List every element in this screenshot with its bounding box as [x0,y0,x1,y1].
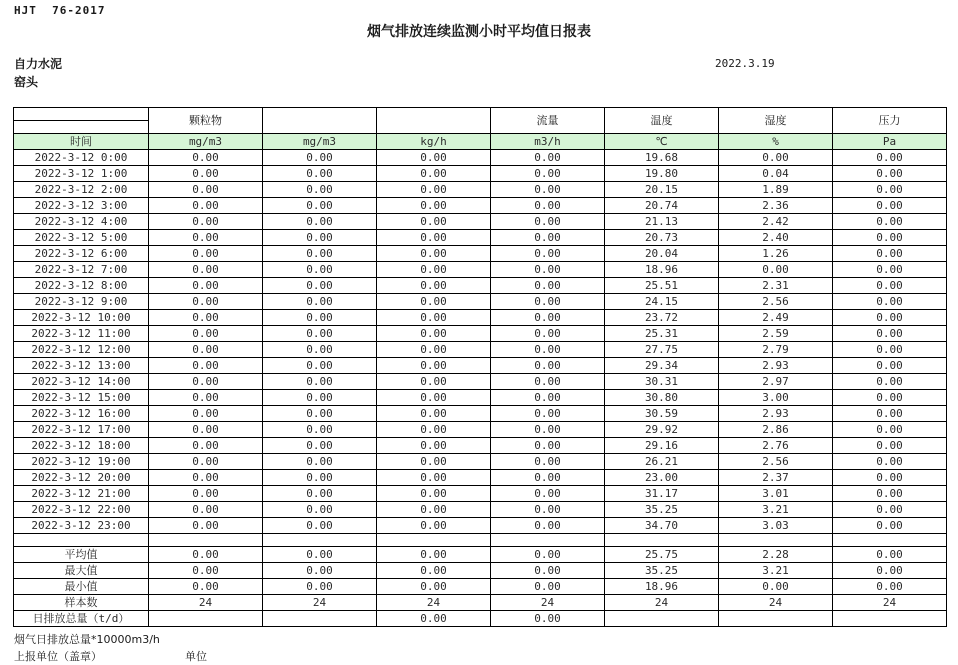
table-cell: 0.00 [149,342,263,358]
table-cell: 0.00 [149,278,263,294]
table-cell: 24 [833,595,947,611]
table-cell: 0.00 [833,438,947,454]
data-row [14,438,947,454]
table-cell: 0.00 [149,166,263,182]
unit-celsius: ℃ [605,134,719,150]
table-cell: 2.86 [719,422,833,438]
table-cell: 0.00 [149,374,263,390]
table-cell: 0.00 [491,150,605,166]
table-cell: 0.00 [149,326,263,342]
table-cell: 0.00 [149,390,263,406]
table-cell: 0.00 [149,547,263,563]
table-cell: 0.00 [377,246,491,262]
report-table [13,107,947,627]
table-cell: 0.00 [491,390,605,406]
data-row [14,342,947,358]
table-cell: 30.80 [605,390,719,406]
col-header-blank-1 [263,108,377,134]
table-cell: 0.00 [491,579,605,595]
table-cell: 0.00 [491,358,605,374]
data-row-label: 2022-3-12 10:00 [14,310,149,326]
table-cell: 29.16 [605,438,719,454]
data-row [14,310,947,326]
table-cell [149,611,263,627]
table-cell: 0.00 [833,326,947,342]
table-cell: 0.00 [149,563,263,579]
data-row [14,454,947,470]
table-cell: 24 [149,595,263,611]
table-cell: 0.00 [149,454,263,470]
table-cell [491,534,605,547]
table-cell: 0.00 [377,358,491,374]
data-row-label: 2022-3-12 20:00 [14,470,149,486]
table-cell: 21.13 [605,214,719,230]
table-cell: 0.00 [491,486,605,502]
table-cell: 19.68 [605,150,719,166]
table-cell: 0.00 [377,166,491,182]
col-header-flow: 流量 [491,108,605,134]
unit-percent: % [719,134,833,150]
table-cell: 0.00 [377,198,491,214]
table-cell: 3.01 [719,486,833,502]
table-cell: 0.00 [149,358,263,374]
table-cell: 23.00 [605,470,719,486]
table-cell: 18.96 [605,262,719,278]
table-cell: 29.34 [605,358,719,374]
table-cell: 0.00 [149,422,263,438]
table-cell: 0.00 [491,326,605,342]
table-cell: 0.00 [833,342,947,358]
summary-row-label: 最大值 [14,563,149,579]
table-cell: 0.00 [149,198,263,214]
table-cell: 20.15 [605,182,719,198]
table-cell: 0.00 [491,262,605,278]
table-cell: 0.00 [491,166,605,182]
table-cell: 0.00 [491,182,605,198]
table-cell: 0.00 [833,358,947,374]
table-cell: 0.00 [833,182,947,198]
table-cell: 0.00 [263,358,377,374]
table-cell: 0.00 [149,406,263,422]
table-cell: 0.00 [263,502,377,518]
document-code: HJT 76-2017 [14,4,106,17]
table-cell: 1.26 [719,246,833,262]
data-row-label: 2022-3-12 22:00 [14,502,149,518]
data-row-label: 2022-3-12 16:00 [14,406,149,422]
table-cell: 0.00 [491,547,605,563]
table-cell: 24 [263,595,377,611]
table-cell: 0.00 [263,374,377,390]
table-cell: 0.00 [491,214,605,230]
table-cell: 0.00 [149,579,263,595]
table-cell: 0.00 [833,246,947,262]
table-cell: 0.00 [491,563,605,579]
data-row-label: 2022-3-12 11:00 [14,326,149,342]
summary-row [14,547,947,563]
table-cell: 0.00 [833,166,947,182]
table-cell: 2.28 [719,547,833,563]
table-cell [833,611,947,627]
table-cell: 0.00 [833,198,947,214]
spacer-row-label [14,534,149,547]
data-row [14,390,947,406]
table-cell: 0.00 [149,502,263,518]
data-row-label: 2022-3-12 8:00 [14,278,149,294]
table-cell: 0.00 [491,374,605,390]
table-cell: 0.00 [263,342,377,358]
table-cell: 3.00 [719,390,833,406]
data-row [14,262,947,278]
table-cell [377,534,491,547]
data-row [14,326,947,342]
table-cell: 0.00 [377,310,491,326]
data-row [14,294,947,310]
table-cell: 0.00 [491,246,605,262]
table-cell: 0.00 [263,262,377,278]
table-cell: 0.00 [377,454,491,470]
table-cell: 0.00 [833,310,947,326]
table-cell: 0.00 [833,422,947,438]
table-cell: 3.21 [719,502,833,518]
table-cell: 0.00 [263,563,377,579]
table-cell [149,534,263,547]
table-cell: 0.00 [377,547,491,563]
table-cell: 0.00 [491,278,605,294]
data-row-label: 2022-3-12 9:00 [14,294,149,310]
table-cell: 0.00 [377,326,491,342]
data-row-label: 2022-3-12 4:00 [14,214,149,230]
table-cell: 0.00 [149,230,263,246]
table-cell: 2.31 [719,278,833,294]
table-cell: 0.00 [263,294,377,310]
table-cell: 18.96 [605,579,719,595]
table-cell: 0.00 [377,214,491,230]
table-cell: 0.00 [263,166,377,182]
data-row-label: 2022-3-12 7:00 [14,262,149,278]
summary-row-label: 日排放总量（t/d） [14,611,149,627]
table-cell: 2.79 [719,342,833,358]
table-cell [605,611,719,627]
data-row-label: 2022-3-12 1:00 [14,166,149,182]
summary-row-label: 样本数 [14,595,149,611]
table-cell: 0.00 [833,262,947,278]
table-cell: 0.00 [491,342,605,358]
table-cell: 0.00 [491,470,605,486]
table-cell: 20.04 [605,246,719,262]
data-row [14,246,947,262]
table-cell: 0.04 [719,166,833,182]
data-row-label: 2022-3-12 3:00 [14,198,149,214]
page-title: 烟气排放连续监测小时平均值日报表 [367,24,591,40]
table-cell [719,611,833,627]
table-cell: 0.00 [377,422,491,438]
table-cell: 34.70 [605,518,719,534]
report-date: 2022.3.19 [715,57,775,70]
data-row [14,518,947,534]
table-cell: 0.00 [833,374,947,390]
table-cell: 0.00 [377,182,491,198]
col-header-blank-2 [377,108,491,134]
table-cell: 0.00 [377,342,491,358]
data-row-label: 2022-3-12 19:00 [14,454,149,470]
company-name: 自力水泥 [14,57,63,71]
table-cell: 0.00 [833,214,947,230]
data-row [14,182,947,198]
table-cell [605,534,719,547]
summary-row-label: 平均值 [14,547,149,563]
data-row [14,422,947,438]
table-cell: 0.00 [263,438,377,454]
table-cell: 0.00 [833,547,947,563]
table-cell: 0.00 [377,406,491,422]
table-cell: 2.49 [719,310,833,326]
data-row-label: 2022-3-12 15:00 [14,390,149,406]
table-cell: 0.00 [491,611,605,627]
table-cell: 0.00 [263,150,377,166]
spacer-row [14,534,947,547]
table-cell: 2.56 [719,294,833,310]
table-cell: 0.00 [149,470,263,486]
table-cell: 0.00 [833,230,947,246]
table-cell: 2.42 [719,214,833,230]
table-cell: 0.00 [833,294,947,310]
table-cell: 0.00 [377,470,491,486]
table-cell: 0.00 [491,406,605,422]
data-row [14,486,947,502]
table-cell: 2.36 [719,198,833,214]
table-cell: 0.00 [719,150,833,166]
data-row [14,470,947,486]
table-cell: 0.00 [833,470,947,486]
table-cell: 2.93 [719,358,833,374]
table-cell: 26.21 [605,454,719,470]
table-cell: 0.00 [833,518,947,534]
unit-header-row [14,134,947,150]
table-cell: 0.00 [833,454,947,470]
data-row [14,230,947,246]
table-cell: 24 [719,595,833,611]
table-cell: 3.21 [719,563,833,579]
table-cell: 0.00 [377,563,491,579]
table-cell: 0.00 [377,150,491,166]
table-cell: 1.89 [719,182,833,198]
col-header-particulate: 颗粒物 [149,108,263,134]
table-cell: 30.31 [605,374,719,390]
data-row [14,374,947,390]
data-row-label: 2022-3-12 23:00 [14,518,149,534]
table-cell: 0.00 [263,518,377,534]
table-cell: 0.00 [263,470,377,486]
unit-kg-h: kg/h [377,134,491,150]
table-cell: 2.59 [719,326,833,342]
table-cell: 0.00 [149,438,263,454]
table-cell: 0.00 [377,374,491,390]
table-cell [263,534,377,547]
table-cell: 30.59 [605,406,719,422]
table-cell: 0.00 [149,310,263,326]
table-cell: 2.93 [719,406,833,422]
table-cell: 0.00 [377,486,491,502]
table-cell: 0.00 [491,502,605,518]
data-row-label: 2022-3-12 21:00 [14,486,149,502]
table-cell: 24 [491,595,605,611]
table-cell: 0.00 [833,150,947,166]
table-cell: 2.40 [719,230,833,246]
table-cell [719,534,833,547]
table-cell: 2.76 [719,438,833,454]
table-cell: 0.00 [149,150,263,166]
table-cell: 0.00 [263,214,377,230]
table-cell: 25.51 [605,278,719,294]
data-row-label: 2022-3-12 0:00 [14,150,149,166]
table-cell: 20.73 [605,230,719,246]
table-cell: 0.00 [263,198,377,214]
data-row [14,406,947,422]
table-cell: 0.00 [377,502,491,518]
table-cell: 0.00 [491,422,605,438]
table-cell: 0.00 [263,182,377,198]
table-cell: 0.00 [377,262,491,278]
col-header-temperature: 温度 [605,108,719,134]
data-row-label: 2022-3-12 14:00 [14,374,149,390]
table-cell: 0.00 [263,310,377,326]
reporting-unit-label: 上报单位（盖章） [14,650,102,663]
table-cell: 0.00 [149,214,263,230]
unit-pa: Pa [833,134,947,150]
header-group-row [14,108,947,121]
table-cell: 0.00 [263,390,377,406]
table-cell [263,611,377,627]
data-row [14,502,947,518]
table-cell: 0.00 [377,278,491,294]
data-row-label: 2022-3-12 12:00 [14,342,149,358]
table-cell: 0.00 [833,502,947,518]
table-cell: 3.03 [719,518,833,534]
table-cell: 0.00 [263,486,377,502]
table-cell: 20.74 [605,198,719,214]
table-cell: 0.00 [377,294,491,310]
table-cell: 0.00 [263,278,377,294]
table-cell: 2.37 [719,470,833,486]
table-cell: 0.00 [263,246,377,262]
table-cell [833,534,947,547]
table-cell: 35.25 [605,502,719,518]
table-cell: 0.00 [377,579,491,595]
summary-row [14,579,947,595]
data-row [14,358,947,374]
table-cell: 2.97 [719,374,833,390]
table-cell: 0.00 [149,182,263,198]
data-row-label: 2022-3-12 2:00 [14,182,149,198]
time-column-header: 时间 [14,134,149,150]
header-spacer-cell-bottom [14,121,149,134]
summary-row [14,595,947,611]
table-cell: 0.00 [263,454,377,470]
table-cell: 0.00 [377,438,491,454]
table-cell: 0.00 [491,294,605,310]
data-row-label: 2022-3-12 17:00 [14,422,149,438]
data-row-label: 2022-3-12 6:00 [14,246,149,262]
data-row [14,214,947,230]
table-cell: 0.00 [263,579,377,595]
table-cell: 29.92 [605,422,719,438]
table-cell: 0.00 [719,262,833,278]
table-cell: 0.00 [491,438,605,454]
table-cell: 0.00 [263,422,377,438]
table-cell: 0.00 [149,246,263,262]
monitor-point-label: 窑头 [14,75,39,89]
table-cell: 0.00 [833,278,947,294]
table-cell: 24 [605,595,719,611]
table-cell: 0.00 [491,230,605,246]
table-cell: 0.00 [377,390,491,406]
unit-mg-m3-2: mg/m3 [263,134,377,150]
table-cell: 0.00 [833,390,947,406]
table-cell: 0.00 [377,518,491,534]
summary-row-label: 最小值 [14,579,149,595]
data-row [14,150,947,166]
col-header-pressure: 压力 [833,108,947,134]
table-cell: 24 [377,595,491,611]
data-row-label: 2022-3-12 13:00 [14,358,149,374]
table-cell: 2.56 [719,454,833,470]
table-cell: 0.00 [833,406,947,422]
table-cell: 0.00 [263,230,377,246]
table-cell: 0.00 [149,294,263,310]
table-cell: 25.31 [605,326,719,342]
table-cell: 0.00 [263,326,377,342]
unit-m3-h: m3/h [491,134,605,150]
data-row [14,198,947,214]
table-cell: 0.00 [491,454,605,470]
col-header-humidity: 湿度 [719,108,833,134]
unit-mg-m3-1: mg/m3 [149,134,263,150]
table-cell: 0.00 [491,518,605,534]
table-cell: 0.00 [377,611,491,627]
data-row [14,166,947,182]
data-row-label: 2022-3-12 5:00 [14,230,149,246]
summary-row [14,563,947,579]
table-cell: 0.00 [833,563,947,579]
header-spacer-cell-top [14,108,149,121]
data-row-label: 2022-3-12 18:00 [14,438,149,454]
daily-total-note: 烟气日排放总量*10000m3/h [14,633,160,646]
table-cell: 0.00 [719,579,833,595]
table-cell: 0.00 [263,406,377,422]
table-cell: 25.75 [605,547,719,563]
table-cell: 0.00 [263,547,377,563]
table-cell: 31.17 [605,486,719,502]
unit-label: 单位 [185,650,207,663]
table-cell: 23.72 [605,310,719,326]
table-cell: 0.00 [491,310,605,326]
table-cell: 0.00 [833,579,947,595]
table-cell: 0.00 [377,230,491,246]
table-cell: 0.00 [833,486,947,502]
summary-row [14,611,947,627]
table-cell: 0.00 [149,262,263,278]
table-cell: 0.00 [149,518,263,534]
table-cell: 0.00 [149,486,263,502]
data-row [14,278,947,294]
table-cell: 35.25 [605,563,719,579]
table-cell: 0.00 [491,198,605,214]
table-cell: 19.80 [605,166,719,182]
table-cell: 27.75 [605,342,719,358]
table-cell: 24.15 [605,294,719,310]
